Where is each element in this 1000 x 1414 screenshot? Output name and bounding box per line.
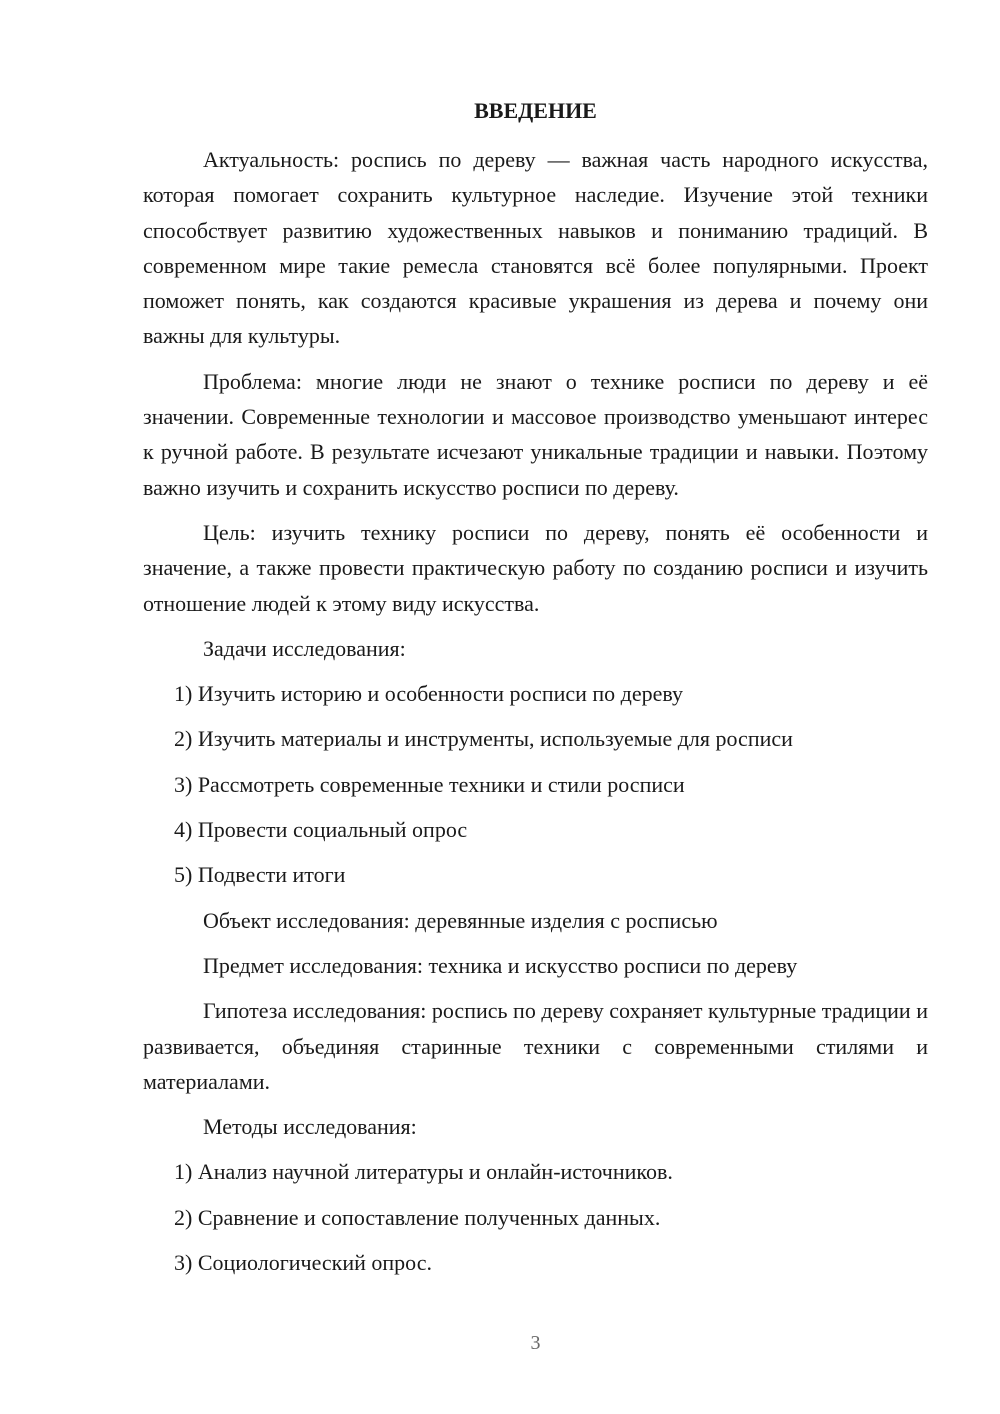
relevance-paragraph: Актуальность: роспись по дереву — важная часть народного искусства, которая помогает сохранить культурное наследие. Изучение этой техники способствует развитию художественных навыков и пониманию традиций. В современном мире такие ремесла становятся всё более популярными. Проект поможет понять, как создаются красивые украшения из дерева и почему они важны для культуры. [143, 147, 928, 349]
page-number: 3 [530, 1332, 541, 1354]
list-item: 1) Анализ научной литературы и онлайн-источников. [174, 1159, 673, 1185]
list-item: 2) Сравнение и сопоставление полученных данных. [174, 1204, 661, 1230]
section-title: ВВЕДЕНИЕ [474, 98, 597, 123]
list-item: 4) Провести социальный опрос [174, 817, 468, 843]
problem-paragraph: Проблема: многие люди не знают о технике росписи по дереву и её значении. Современные технологии и массовое производство уменьшают интерес к ручной работе. В результате исчезают уникальные традиции и навыки. Поэтому важно изучить и сохранить искусство росписи по дереву. [143, 368, 928, 500]
methods-heading: Методы исследования: [203, 1114, 417, 1140]
list-item: 3) Социологический опрос. [174, 1250, 432, 1276]
hypothesis-paragraph: Гипотеза исследования: роспись по дереву сохраняет культурные традиции и развивается, объединяя старинные техники с современными стилями и материалами. [143, 998, 928, 1094]
list-item: 2) Изучить материалы и инструменты, используемые для росписи [174, 726, 793, 752]
object-line: Объект исследования: деревянные изделия с росписью [203, 907, 718, 933]
goal-paragraph: Цель: изучить технику росписи по дереву, понять её особенности и значение, а также провести практическую работу по созданию росписи и изучить отношение людей к этому виду искусства. [143, 519, 928, 616]
page-content [143, 93, 928, 1280]
list-item: 5) Подвести итоги [174, 862, 346, 888]
tasks-heading: Задачи исследования: [203, 635, 406, 661]
subject-line: Предмет исследования: техника и искусство росписи по дереву [203, 952, 798, 978]
list-item: 1) Изучить историю и особенности росписи по дереву [174, 681, 684, 707]
list-item: 3) Рассмотреть современные техники и стили росписи [174, 771, 685, 797]
